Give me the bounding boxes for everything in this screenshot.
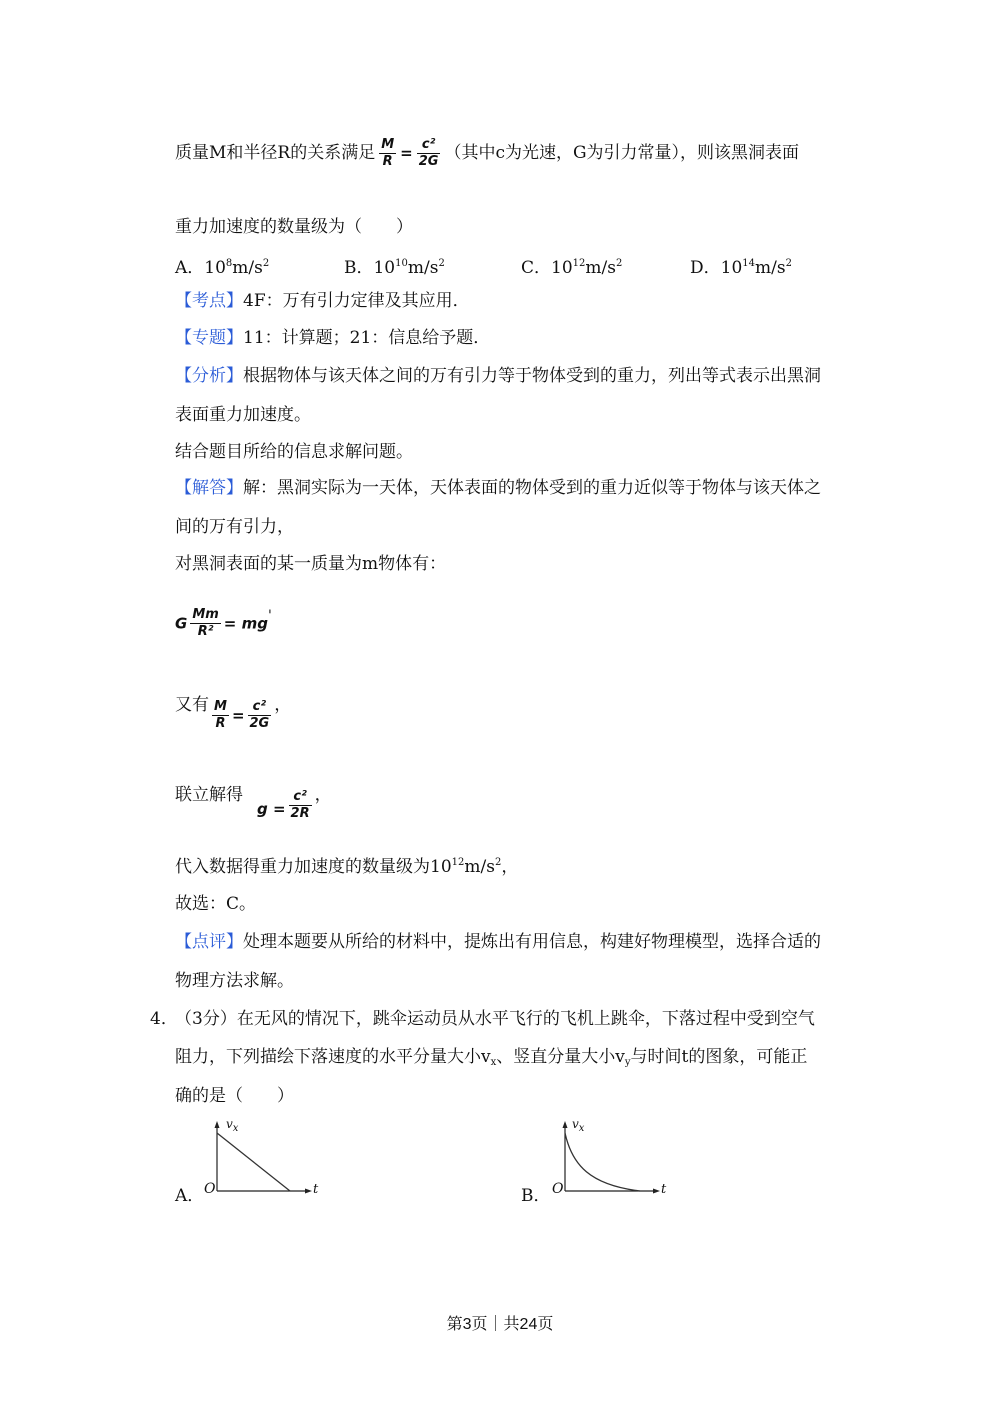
intro-before: 质量M和半径R的关系满足 — [175, 143, 376, 163]
graph-b-origin: O — [552, 1181, 564, 1197]
equation-relation: 又有 $\frac{M}{R}$ = $\frac{\text{c²}}{2G}$ ， — [175, 695, 292, 731]
fraction-m-over-r: $\frac{M}{R}$ — [381, 137, 395, 169]
graph-a-line — [217, 1133, 290, 1191]
intro-after: （其中c为光速，G为引力常量），则该黑洞表面 — [444, 143, 800, 163]
option-d: D．$10^{14}m/s^2$ — [690, 258, 792, 278]
option-c: C．$10^{12}m/s^2$ — [521, 258, 623, 278]
graph-a-xlabel: t — [313, 1182, 319, 1197]
graph-a-option: A． — [175, 1186, 205, 1206]
equation-solution: 联立解得g = $\frac{\text{c²}}{2R}$ ， — [175, 785, 332, 821]
zhuanti-line: 【专题】11：计算题；21：信息给予题． — [175, 328, 491, 348]
graph-b-exponential — [550, 1117, 670, 1207]
equation-gravity: G $\frac{Mm}{\text{R²}}$ = mg' — [175, 607, 272, 639]
graph-b-curve — [565, 1133, 640, 1191]
answer-line: 故选：C。 — [175, 894, 257, 914]
option-b: B．$10^{10}m/s^2$ — [344, 258, 445, 278]
graph-a-origin: O — [204, 1181, 216, 1197]
dianping-line-2: 物理方法求解。 — [175, 971, 294, 991]
q4-line-2: 阻力，下列描绘下落速度的水平分量大小$v_x$、竖直分量大小$v_y$与时间t的图象，可能正 — [175, 1047, 808, 1068]
q4-line-3: 确的是（ ） — [175, 1086, 294, 1106]
jieda-line-1: 【解答】解：黑洞实际为一天体，天体表面的物体受到的重力近似等于物体与该天体之 — [175, 478, 821, 498]
dianping-line-1: 【点评】处理本题要从所给的材料中，提炼出有用信息，构建好物理模型，选择合适的 — [175, 932, 821, 952]
fenxi-line-3: 结合题目所给的信息求解问题。 — [175, 442, 413, 462]
jieda-line-3: 对黑洞表面的某一质量为m物体有： — [175, 554, 447, 574]
fraction-c2-over-2g: $\frac{\text{c²}}{2G}$ — [418, 137, 439, 169]
option-a: A．$10^8m/s^2$ — [175, 258, 270, 278]
equals-sign: = — [400, 144, 413, 162]
kaodian-line: 【考点】4F：万有引力定律及其应用． — [175, 291, 470, 311]
page-footer: 第3页｜共24页 — [446, 1316, 554, 1333]
jieda-line-2: 间的万有引力， — [175, 517, 294, 537]
intro-line — [175, 137, 799, 170]
graph-b-ylabel: $v_x$ — [572, 1117, 585, 1134]
fenxi-line-1: 【分析】根据物体与该天体之间的万有引力等于物体受到的重力，列出等式表示出黑洞 — [175, 366, 821, 386]
question-line: 重力加速度的数量级为（ ） — [175, 217, 413, 237]
graph-b-xlabel: t — [661, 1182, 667, 1197]
graph-b-option: B． — [521, 1186, 551, 1206]
graph-a-linear — [200, 1117, 320, 1207]
fenxi-line-2: 表面重力加速度。 — [175, 405, 311, 425]
graph-a-ylabel: $v_x$ — [226, 1117, 239, 1134]
q4-line-1: 4．（3分）在无风的情况下，跳伞运动员从水平飞行的飞机上跳伞，下落过程中受到空气 — [150, 1009, 815, 1029]
result-line: 代入数据得重力加速度的数量级为$10^{12}m/s^2$， — [175, 857, 519, 877]
